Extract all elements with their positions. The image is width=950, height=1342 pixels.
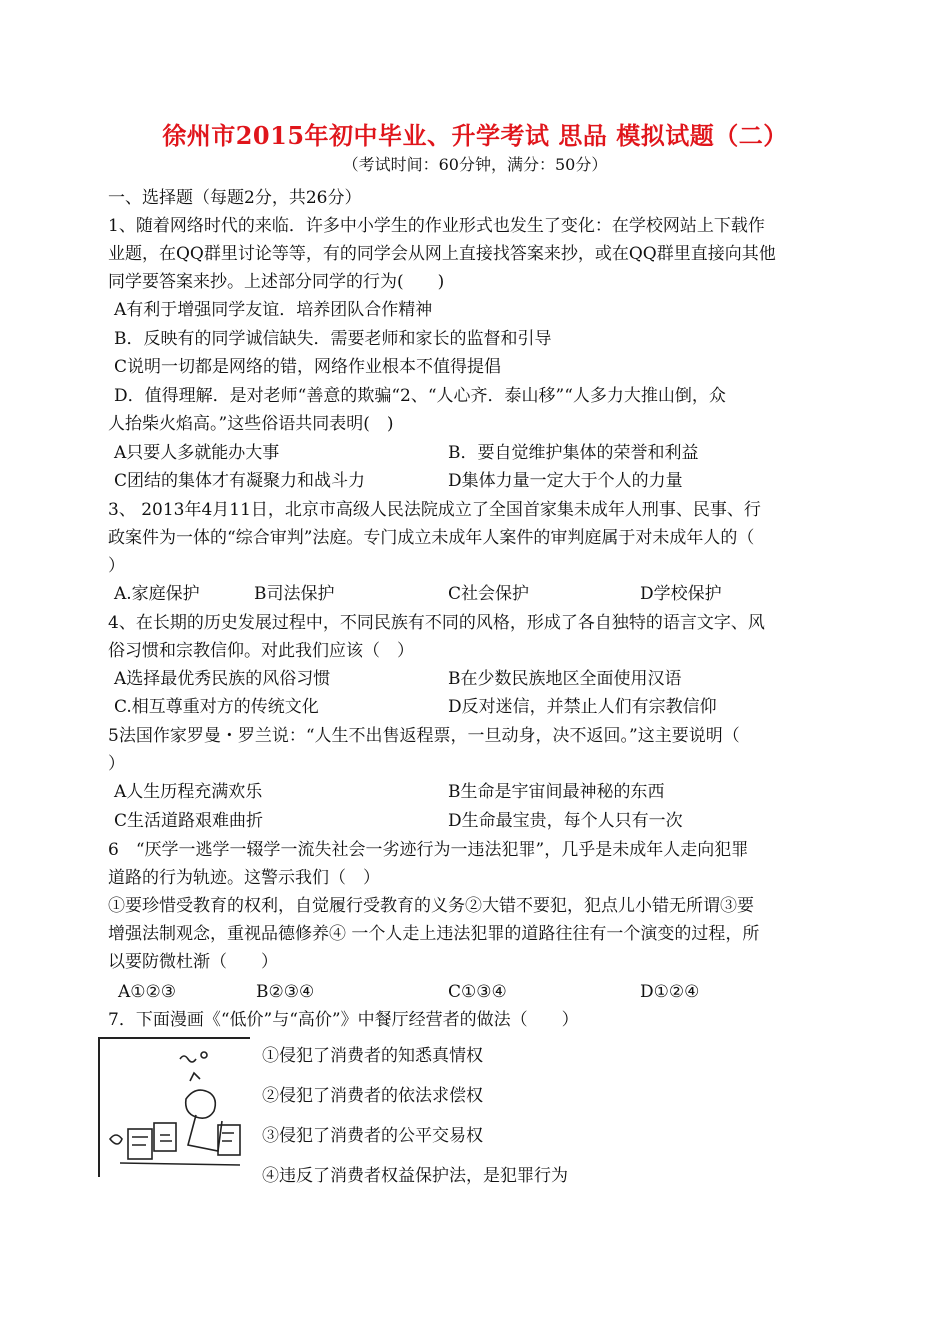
q7-option-4: ④违反了消费者权益保护法，是犯罪行为: [262, 1166, 568, 1186]
q5-option-c: C生活道路艰难曲折: [114, 811, 264, 831]
exam-subtitle: （考试时间：60分钟，满分：50分）: [342, 155, 608, 174]
q5-line-2: ）: [108, 754, 125, 774]
q2-option-d: D集体力量一定大于个人的力量: [448, 471, 683, 491]
q3-option-c: C社会保护: [448, 584, 530, 604]
q5-option-b: B生命是宇宙间最神秘的东西: [448, 782, 665, 802]
cartoon-drawing: [100, 1039, 250, 1177]
q1-option-d: D．值得理解．是对老师“善意的欺骗“2、“人心齐．泰山移”“人多力大推山倒，众: [114, 386, 726, 406]
q2-option-b: B．要自觉维护集体的荣誉和利益: [448, 443, 699, 463]
q1-option-a: A有利于增强同学友谊．培养团队合作精神: [114, 300, 433, 320]
q4-option-b: B在少数民族地区全面使用汉语: [448, 669, 682, 689]
q1-option-b: B．反映有的同学诚信缺失．需要老师和家长的监督和引导: [114, 329, 552, 349]
q6-line-1: 6 “厌学一逃学一辍学一流失社会一劣迹行为一违法犯罪”，几乎是未成年人走向犯罪: [108, 840, 749, 860]
q4-option-a: A选择最优秀民族的风俗习惯: [114, 669, 331, 689]
q2-option-c: C团结的集体才有凝聚力和战斗力: [114, 471, 366, 491]
exam-title: 徐州市2015年初中毕业、升学考试 思品 模拟试题（二）: [162, 121, 788, 150]
q6-line-3: ①要珍惜受教育的权利，自觉履行受教育的义务②大错不要犯，犯点儿小错无所谓③要: [108, 896, 754, 916]
q6-line-4: 增强法制观念，重视品德修养④ 一个人走上违法犯罪的道路往往有一个演变的过程，所: [108, 924, 760, 944]
q7-option-3: ③侵犯了消费者的公平交易权: [262, 1126, 483, 1146]
q6-option-d: D①②④: [640, 982, 700, 1002]
q3-line-1: 3、 2013年4月11日，北京市高级人民法院成立了全国首家集未成年人刑事、民事、行: [108, 500, 761, 520]
q2-stem: 人抬柴火焰高。”这些俗语共同表明( ): [108, 414, 394, 434]
q3-line-3: ）: [108, 556, 125, 576]
q6-option-b: B②③④: [256, 982, 315, 1002]
q7-option-1: ①侵犯了消费者的知悉真情权: [262, 1046, 483, 1066]
q7-line-1: 7．下面漫画《“低价”与“高价”》中餐厅经营者的做法（ ）: [108, 1010, 579, 1030]
q6-line-5: 以要防微杜渐（ ）: [108, 952, 278, 972]
q6-line-2: 道路的行为轨迹。这警示我们（ ）: [108, 868, 380, 888]
q5-option-a: A人生历程充满欢乐: [114, 782, 263, 802]
q6-option-c: C①③④: [448, 982, 507, 1002]
q4-option-c: C.相互尊重对方的传统文化: [114, 697, 319, 717]
q4-line-1: 4、在长期的历史发展过程中，不同民族有不同的风格，形成了各自独特的语言文字、风: [108, 613, 765, 633]
q1-line-1: 1、随着网络时代的来临．许多中小学生的作业形式也发生了变化：在学校网站上下载作: [108, 216, 765, 236]
q3-option-b: B司法保护: [254, 584, 335, 604]
q1-line-3: 同学要答案来抄。上述部分同学的行为( ): [108, 272, 445, 292]
q1-line-2: 业题，在QQ群里讨论等等，有的同学会从网上直接找答案来抄，或在QQ群里直接向其他: [108, 244, 776, 264]
section-heading: 一、选择题（每题2分，共26分）: [108, 188, 362, 208]
q1-option-c: C说明一切都是网络的错，网络作业根本不值得提倡: [114, 357, 502, 377]
q4-line-2: 俗习惯和宗教信仰。对此我们应该（ ）: [108, 641, 414, 661]
q3-option-a: A.家庭保护: [114, 584, 200, 604]
q2-option-a: A只要人多就能办大事: [114, 443, 280, 463]
q4-option-d: D反对迷信，并禁止人们有宗教信仰: [448, 697, 717, 717]
q5-option-d: D生命最宝贵，每个人只有一次: [448, 811, 683, 831]
q3-option-d: D学校保护: [640, 584, 722, 604]
q7-option-2: ②侵犯了消费者的依法求偿权: [262, 1086, 483, 1106]
q6-option-a: A①②③: [118, 982, 176, 1002]
q3-line-2: 政案件为一体的“综合审判”法庭。专门成立未成年人案件的审判庭属于对未成年人的（: [108, 528, 755, 548]
q5-line-1: 5法国作家罗曼・罗兰说：“人生不出售返程票，一旦动身，决不返回。”这主要说明（: [108, 726, 740, 746]
cartoon-image: [98, 1037, 250, 1177]
